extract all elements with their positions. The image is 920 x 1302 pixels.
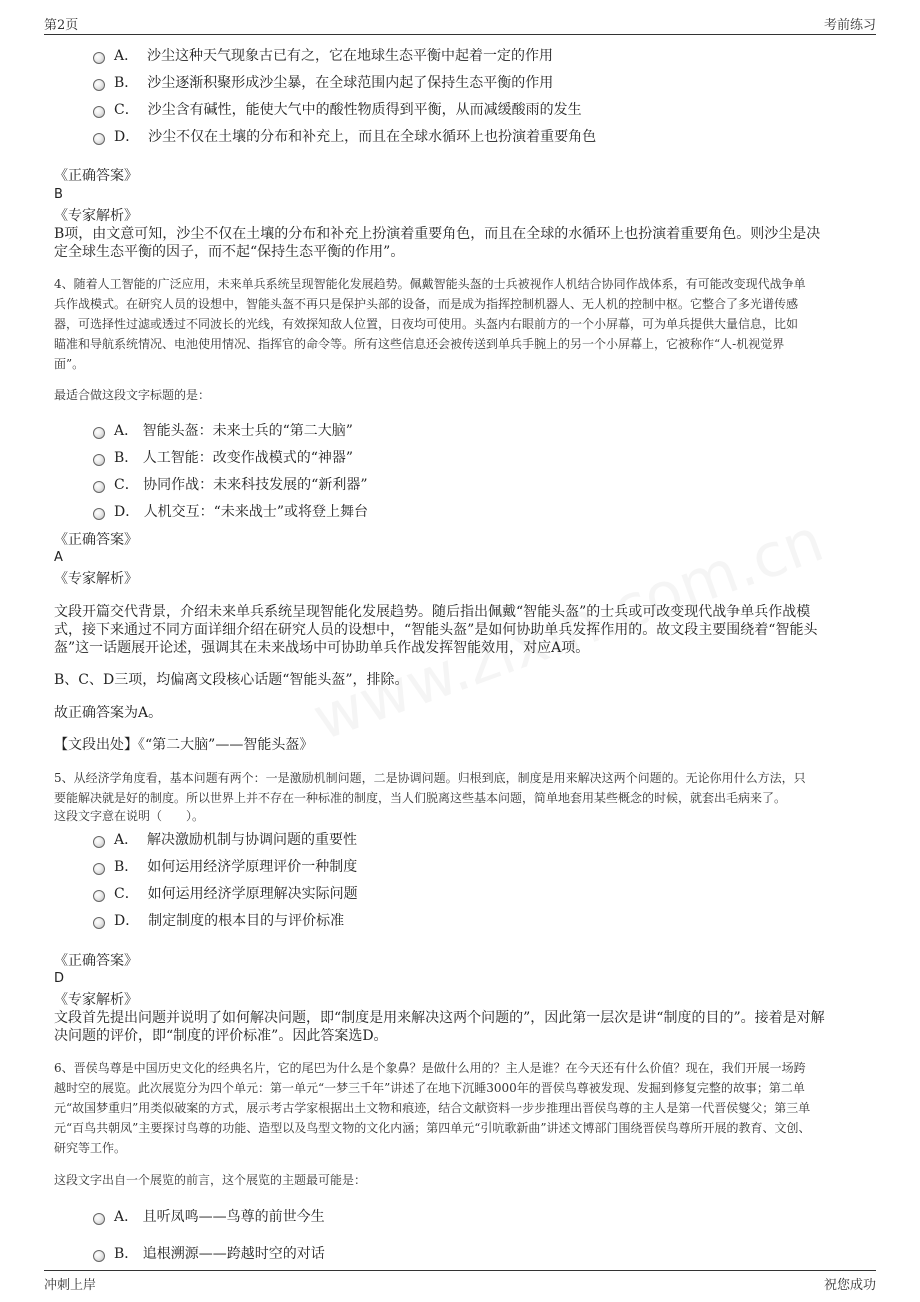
q4-answer: A: [54, 550, 63, 565]
q4-analysis-line: 式，接下来通过不同方面详细介绍在研究人员的设想中，“智能头盔”是如何协助单兵发挥作用的。故文段主要围绕着“智能头: [54, 622, 818, 638]
q6-option-a[interactable]: A． 且听凤鸣——鸟尊的前世今生: [93, 1206, 325, 1226]
q5-option-b[interactable]: B． 如何运用经济学原理评价一种制度: [93, 856, 357, 876]
q6-question: 这段文字出自一个展览的前言，这个展览的主题最可能是：: [54, 1173, 367, 1187]
q6-option-b[interactable]: B． 追根溯源——跨越时空的对话: [93, 1243, 325, 1263]
q4-question: 最适合做这段文字标题的是：: [54, 388, 211, 402]
q5-analysis-line: 决问题的评价，即“制度的评价标准”。因此答案选D。: [54, 1028, 388, 1044]
radio-icon[interactable]: [93, 79, 105, 91]
q4-analysis-line: 文段开篇交代背景，介绍未来单兵系统呈现智能化发展趋势。随后指出佩戴“智能头盔”的士兵或可改变现代战争单兵作战模: [54, 604, 811, 620]
q4-stem-line: 面”。: [54, 357, 85, 371]
q5-option-c[interactable]: C． 如何运用经济学原理解决实际问题: [93, 883, 358, 903]
q4-option-b[interactable]: B． 人工智能：改变作战模式的“神器”: [93, 447, 353, 467]
q5-option-a[interactable]: A． 解决激励机制与协调问题的重要性: [93, 829, 357, 849]
q5-answer-label: 《正确答案》: [54, 953, 138, 969]
q4-stem-line: 4、随着人工智能的广泛应用，未来单兵系统呈现智能化发展趋势。佩戴智能头盔的士兵被视作人机结合协同作战体系，有可能改变现代战争单: [54, 277, 806, 291]
header-title: 考前练习: [823, 18, 876, 33]
q5-stem-line: 要能解决就是好的制度。所以世界上并不存在一种标准的制度，当人们脱离这些基本问题，简单地套用某些概念的时候，就套出毛病来了。: [54, 791, 787, 805]
q4-option-d[interactable]: D． 人机交互：“未来战士”或将登上舞台: [93, 501, 368, 521]
q3-analysis-label: 《专家解析》: [54, 208, 138, 224]
radio-icon[interactable]: [93, 917, 105, 929]
q6-stem-line: 越时空的展览。此次展览分为四个单元：第一单元“一梦三千年”讲述了在地下沉睡3000年的晋侯鸟尊被发现、发掘到修复完整的故事；第二单: [54, 1081, 805, 1095]
radio-icon[interactable]: [93, 863, 105, 875]
radio-icon[interactable]: [93, 1250, 105, 1262]
radio-icon[interactable]: [93, 481, 105, 493]
q4-answer-label: 《正确答案》: [54, 532, 138, 548]
q4-option-c[interactable]: C． 协同作战：未来科技发展的“新利器”: [93, 474, 368, 494]
q3-analysis-line: B项，由文意可知，沙尘不仅在土壤的分布和补充上扮演着重要角色，而且在全球的水循环上也扮演着重要角色。则沙尘是决: [54, 226, 821, 242]
q6-stem-line: 元“百鸟共朝凤”主要探讨鸟尊的功能、造型以及鸟型文物的文化内涵；第四单元“引吭歌新曲”讲述文博部门围绕晋侯鸟尊所开展的教育、文创、: [54, 1121, 811, 1135]
page-number: 第2页: [44, 18, 79, 33]
q6-stem-line: 6、晋侯鸟尊是中国历史文化的经典名片，它的尾巴为什么是个象鼻？是做什么用的？主人是谁？在今天还有什么价值？现在，我们开展一场跨: [54, 1061, 806, 1075]
q3-analysis-line: 定全球生态平衡的因子，而不起“保持生态平衡的作用”。: [54, 244, 405, 260]
header-divider: [44, 34, 876, 35]
q3-option-b[interactable]: B． 沙尘逐渐积聚形成沙尘暴，在全球范围内起了保持生态平衡的作用: [93, 72, 553, 92]
radio-icon[interactable]: [93, 454, 105, 466]
q4-stem-line: 瞄准和导航系统情况、电池使用情况、指挥官的命令等。所有这些信息还会被传送到单兵手腕上的另一个小屏幕上，它被称作“人-机视觉界: [54, 337, 785, 351]
q5-stem-line: 5、从经济学角度看，基本问题有两个：一是激励机制问题，二是协调问题。归根到底，制度是用来解决这两个问题的。无论你用什么方法，只: [54, 771, 806, 785]
radio-icon[interactable]: [93, 427, 105, 439]
footer-left: 冲刺上岸: [44, 1278, 97, 1293]
q4-analysis-line: B、C、D三项，均偏离文段核心话题“智能头盔”，排除。: [54, 672, 409, 688]
q4-analysis-line: 盔”这一话题展开论述，强调其在未来战场中可协助单兵作战发挥智能效用，对应A项。: [54, 640, 590, 656]
radio-icon[interactable]: [93, 836, 105, 848]
q3-option-a[interactable]: A． 沙尘这种天气现象古已有之，它在地球生态平衡中起着一定的作用: [93, 45, 553, 65]
radio-icon[interactable]: [93, 890, 105, 902]
q4-stem-line: 器，可选择性过滤或透过不同波长的光线，有效探知敌人位置，日夜均可使用。头盔内右眼前方的一个小屏幕，可为单兵提供大量信息，比如: [54, 317, 799, 331]
radio-icon[interactable]: [93, 52, 105, 64]
radio-icon[interactable]: [93, 508, 105, 520]
q5-option-d[interactable]: D． 制定制度的根本目的与评价标准: [93, 910, 344, 930]
q6-stem-line: 研究等工作。: [54, 1141, 127, 1155]
q6-stem-line: 元“故国梦重归”用类似破案的方式，展示考古学家根据出土文物和痕迹，结合文献资料一步步推理出晋侯鸟尊的主人是第一代晋侯燮父；第三单: [54, 1101, 811, 1115]
q5-answer: D: [54, 971, 65, 986]
q5-analysis-label: 《专家解析》: [54, 992, 138, 1008]
q5-analysis-line: 文段首先提出问题并说明了如何解决问题，即“制度是用来解决这两个问题的”，因此第一层次是讲“制度的目的”。接着是对解: [54, 1010, 825, 1026]
q4-source: 【文段出处】《“第二大脑”——智能头盔》: [54, 737, 314, 753]
radio-icon[interactable]: [93, 133, 105, 145]
q3-answer: B: [54, 187, 63, 202]
q4-option-a[interactable]: A． 智能头盔：未来士兵的“第二大脑”: [93, 420, 353, 440]
q3-option-c[interactable]: C． 沙尘含有碱性，能使大气中的酸性物质得到平衡，从而减缓酸雨的发生: [93, 99, 582, 119]
q3-option-d[interactable]: D． 沙尘不仅在土壤的分布和补充上，而且在全球水循环上也扮演着重要角色: [93, 126, 596, 146]
q4-analysis-label: 《专家解析》: [54, 571, 138, 587]
q4-stem-line: 兵作战模式。在研究人员的设想中，智能头盔不再只是保护头部的设备，而是成为指挥控制机器人、无人机的控制中枢。它整合了多光谱传感: [54, 297, 799, 311]
footer-right: 祝您成功: [823, 1278, 876, 1293]
q4-analysis-line: 故正确答案为A。: [54, 705, 163, 721]
footer-divider: [44, 1270, 876, 1271]
q3-answer-label: 《正确答案》: [54, 168, 138, 184]
q5-stem-line: 这段文字意在说明（ ）。: [54, 809, 205, 823]
radio-icon[interactable]: [93, 1213, 105, 1225]
radio-icon[interactable]: [93, 106, 105, 118]
